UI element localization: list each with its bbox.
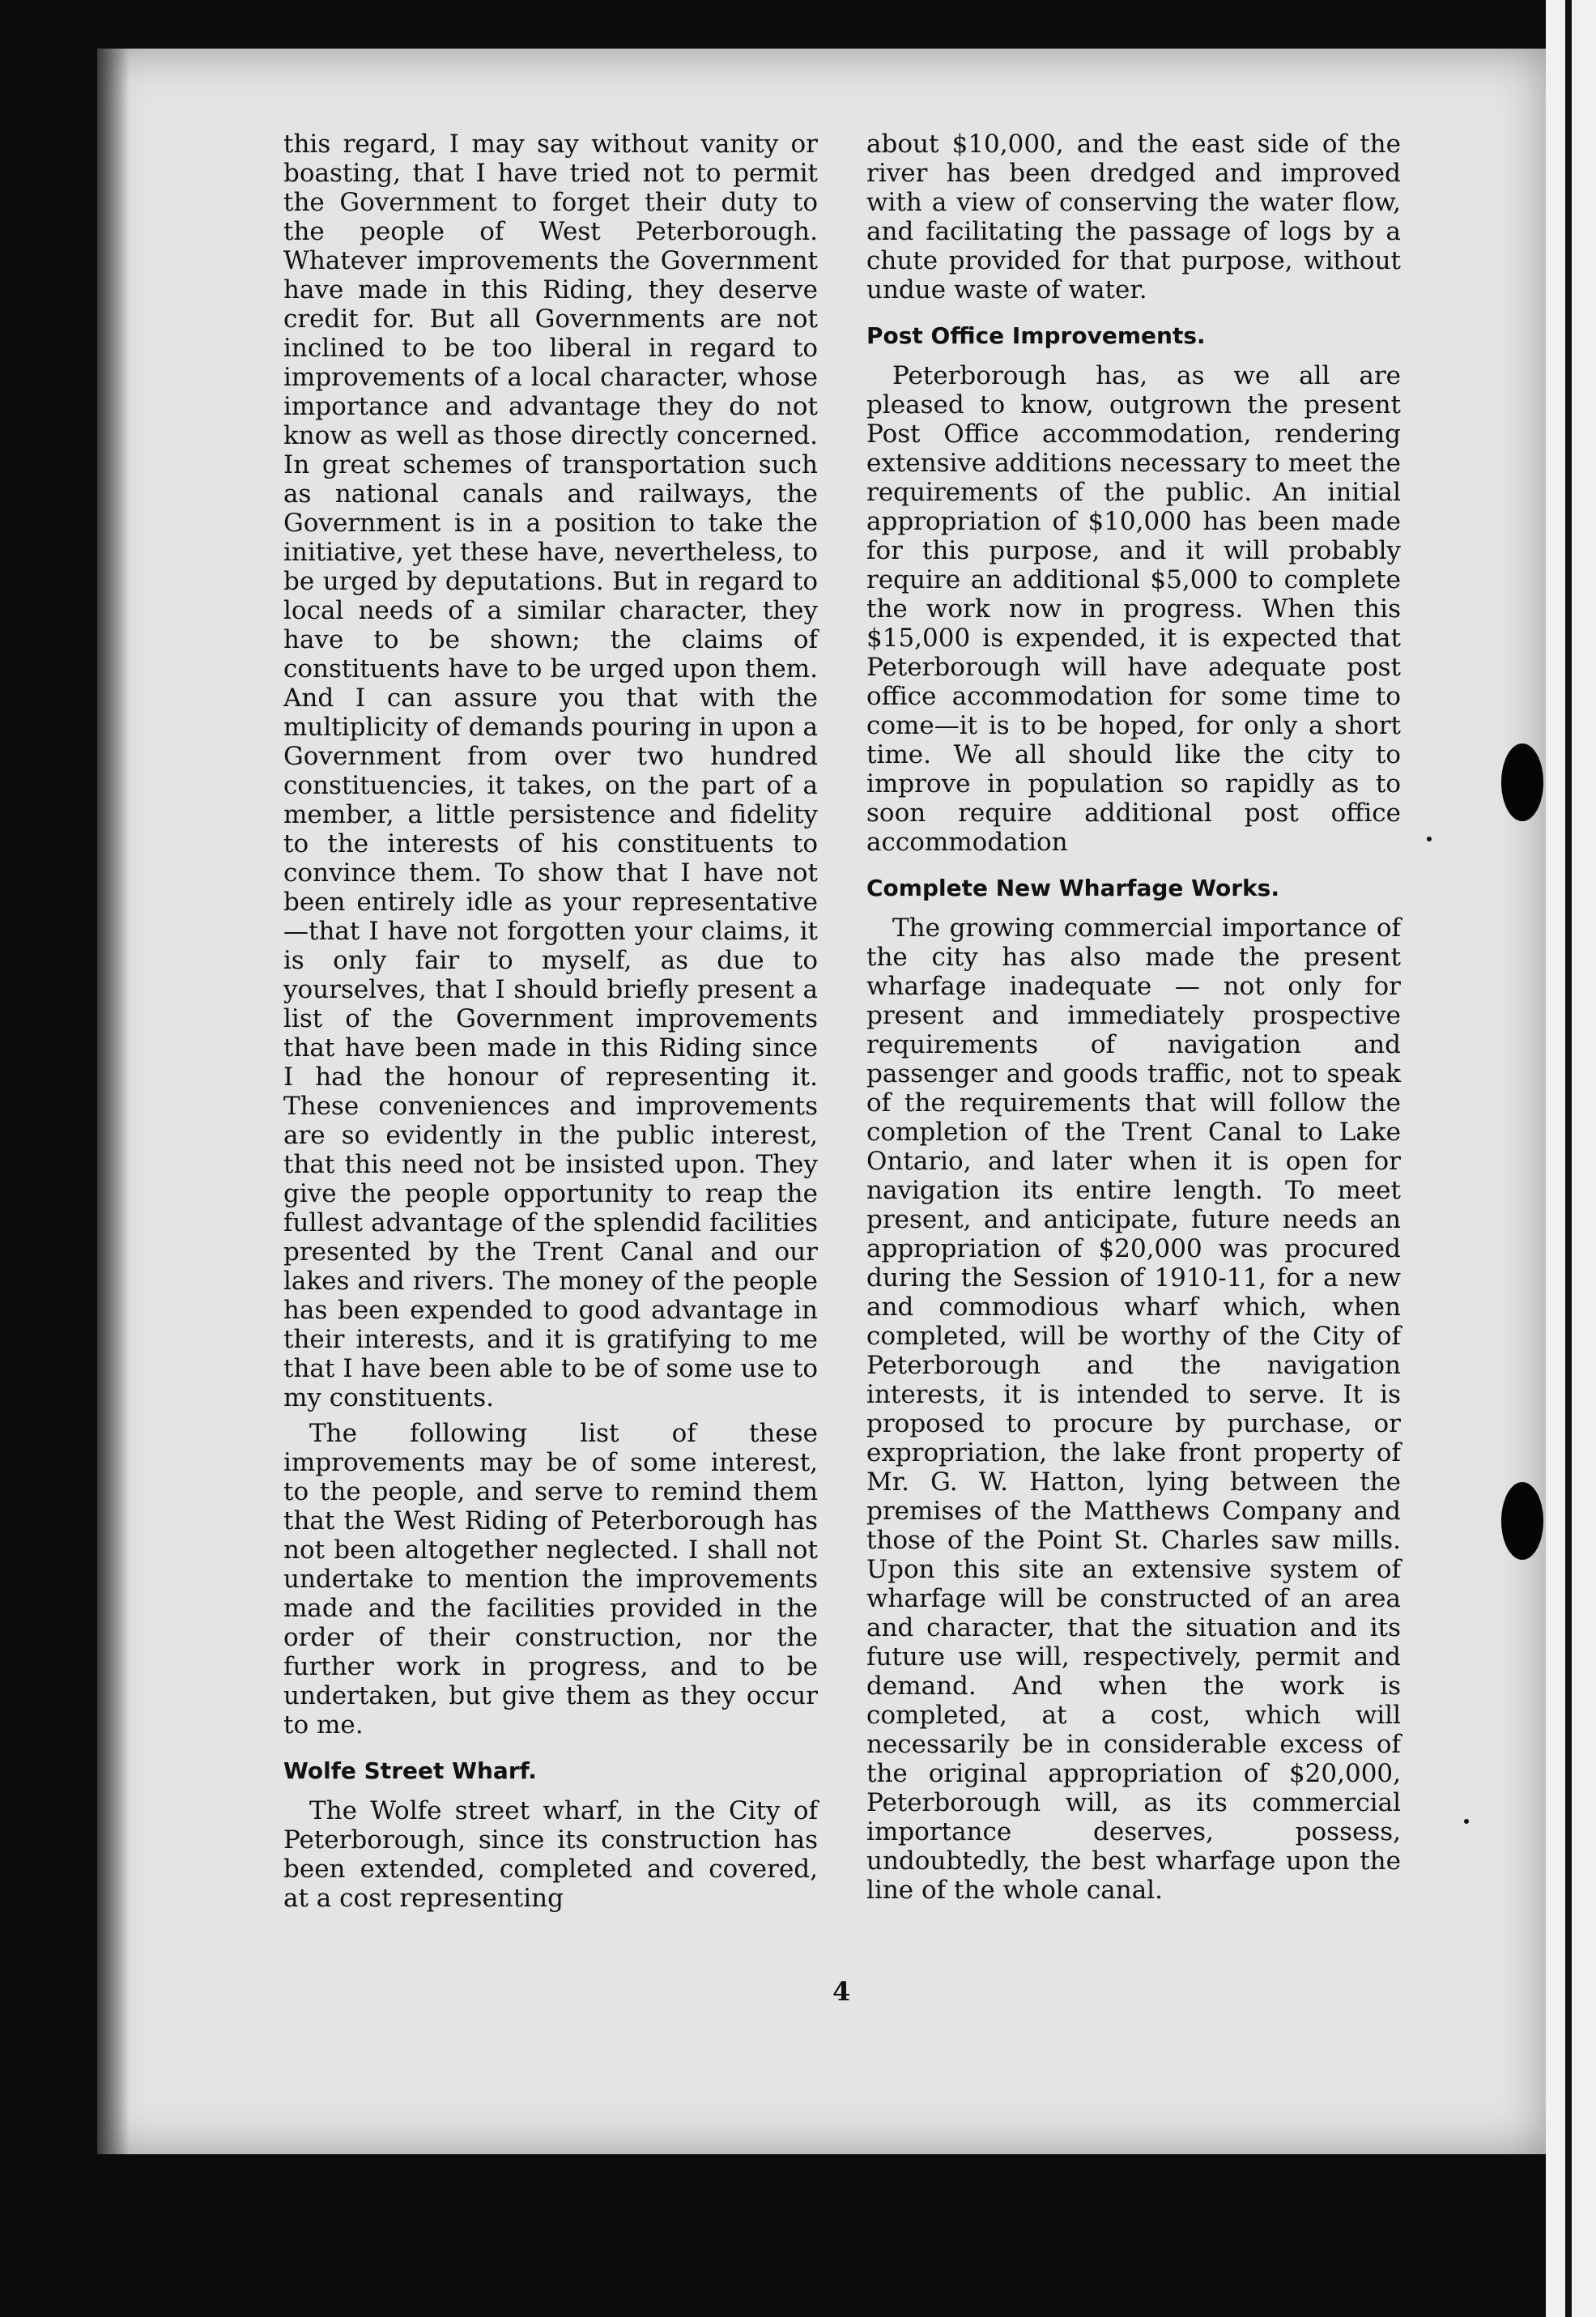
post-office-paragraph: Peterborough has, as we all are pleased to know, outgrown the present Post Office accommodation, rendering extensive additions necessary to meet the requirements of the public. An initial appropriation of $10,000 has been made for this purpose, and it will probably require an additional $5,000 to complete the work now in progress. When this $15,000 is expended, it is expected that Peterborough will have adequate post office accommodation for some time to come—it is to be hoped, for only a short time. We all should like the city to improve in population so rapidly as to soon require additional post office accommodation bbox=[866, 361, 1401, 857]
page-binding-shadow bbox=[97, 49, 130, 2154]
wolfe-street-paragraph: The Wolfe street wharf, in the City of Peterborough, since its construction has been extended, completed and covered, at a cost representing bbox=[283, 1796, 818, 1913]
left-paragraph-1: this regard, I may say without vanity or boasting, that I have tried not to permit the Government to forget their duty to the people of West Peterborough. Whatever improvements the Government have made in this Riding, they deserve credit for. But all Governments are not inclined to be too liberal in regard to improvements of a local character, whose importance and advantage they do not know as well as those directly concerned. In great schemes of transportation such as national canals and railways, the Government is in a position to take the initiative, yet these have, nevertheless, to be urged by deputations. But in regard to local needs of a similar character, they have to be shown; the claims of constituents have to be urged upon them. And I can assure you that with the multiplicity of demands pouring in upon a Government from over two hundred constituencies, it takes, on the part of a member, a little persistence and fidelity to the interests of his constituents to convince them. To show that I have not been entirely idle as your representative—that I have not forgotten your claims, it is only fair to myself, as due to yourselves, that I should briefly present a list of the Government improvements that have been made in this Riding since I had the honour of representing it. These conveniences and improvements are so evidently in the public interest, that this need not be insisted upon. They give the people opportunity to reap the fullest advantage of the splendid facilities presented by the Trent Canal and our lakes and rivers. The money of the people has been expended to good advantage in their interests, and it is gratifying to me that I have been able to be of some use to my constituents. bbox=[283, 130, 818, 1412]
dust-speck bbox=[1464, 1819, 1469, 1824]
dust-speck bbox=[1427, 837, 1432, 841]
page-number: 4 bbox=[832, 1976, 851, 2007]
heading-complete-new-wharfage-works: Complete New Wharfage Works. bbox=[866, 875, 1279, 901]
punch-hole-top bbox=[1501, 743, 1543, 821]
wharfage-paragraph: The growing commercial importance of the city has also made the present wharfage inadequate — not only for present and immediately prospective requirements of navigation and passenger and goods traffic, not to speak of the requirements that will follow the completion of the Trent Canal to Lake Ontario, and later when it is open for navigation its entire length. To meet present, and anticipate, future needs an appropriation of $20,000 was procured during the Session of 1910-11, for a new and commodious wharf which, when completed, will be worthy of the City of Peterborough and the navigation interests, it is intended to serve. It is proposed to procure by purchase, or expropriation, the lake front property of Mr. G. W. Hatton, lying between the premises of the Matthews Company and those of the Point St. Charles saw mills. Upon this site an extensive system of wharfage will be constructed of an area and character, that the situation and its future use will, respectively, permit and demand. And when the work is completed, at a cost, which will necessarily be in considerable excess of the original appropriation of $20,000, Peterborough will, as its commercial importance deserves, possess, undoubtedly, the best wharfage upon the line of the whole canal. bbox=[866, 914, 1401, 1905]
film-edge-rule bbox=[1565, 0, 1572, 2317]
heading-post-office-improvements: Post Office Improvements. bbox=[866, 322, 1206, 349]
left-paragraph-2: The following list of these improvements may be of some interest, to the people, and serve to remind them that the West Riding of Peterborough has not been altogether neglected. I shall not undertake to mention the improvements made and the facilities provided in the order of their construction, nor the further work in progress, and to be undertaken, but give them as they occur to me. bbox=[283, 1419, 818, 1740]
left-column bbox=[283, 130, 818, 1919]
punch-hole-bottom bbox=[1501, 1482, 1543, 1560]
heading-wolfe-street-wharf: Wolfe Street Wharf. bbox=[283, 1757, 537, 1784]
right-intro-paragraph: about $10,000, and the east side of the river has been dredged and improved with a view of conserving the water flow, and facilitating the passage of logs by a chute provided for that purpose, without undue waste of water. bbox=[866, 130, 1401, 305]
right-column bbox=[866, 130, 1401, 1911]
